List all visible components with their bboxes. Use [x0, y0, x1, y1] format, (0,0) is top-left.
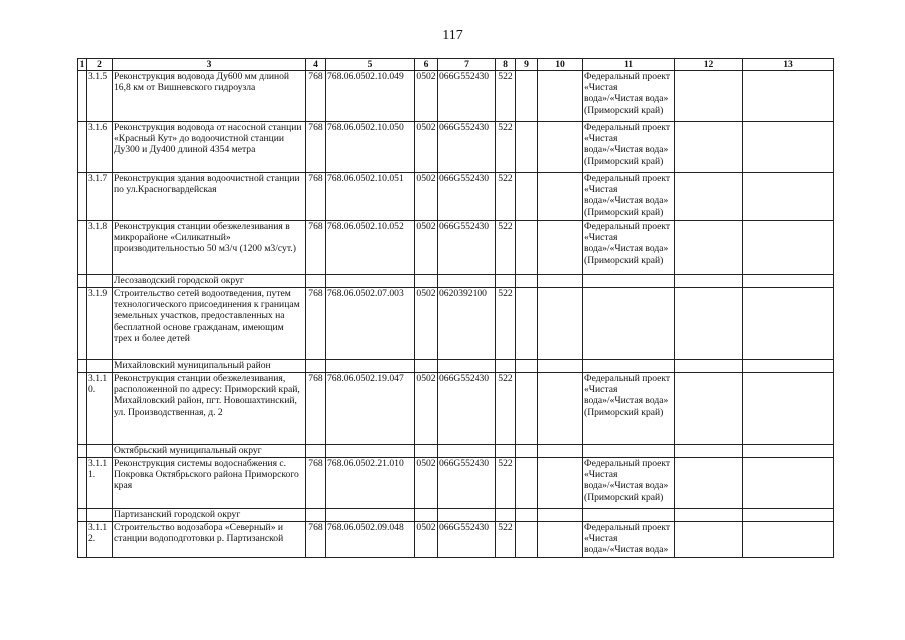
cell-col6	[415, 360, 438, 373]
cell-col9	[516, 221, 538, 275]
cell-col12	[675, 360, 743, 373]
region-name: Октябрьский муниципальный округ	[113, 445, 306, 458]
cell-col13	[743, 275, 834, 288]
cell-program-code: 768.06.0502.10.049	[326, 71, 415, 122]
column-header-7: 7	[438, 59, 496, 71]
cell-col6	[415, 509, 438, 522]
cell-ministry-code: 768	[306, 373, 326, 445]
item-name: Строительство сетей водоотведения, путем технологического присоединения к границам земельных участков, предоставленных на бесплатной основе гражданам, имеющим трех и более детей	[113, 288, 306, 360]
cell-target-code: 066G552430	[438, 458, 496, 509]
cell-col1	[78, 509, 87, 522]
header-row	[78, 59, 834, 71]
column-header-10: 10	[538, 59, 583, 71]
item-code: 3.1.11.	[87, 458, 113, 509]
cell-col1	[78, 360, 87, 373]
page-number: 117	[442, 28, 463, 43]
cell-col2	[87, 509, 113, 522]
cell-col12	[675, 71, 743, 122]
cell-col12	[675, 373, 743, 445]
cell-col13	[743, 173, 834, 221]
region-name: Лесозаводский городской округ	[113, 275, 306, 288]
cell-col1	[78, 122, 87, 173]
item-code: 3.1.9	[87, 288, 113, 360]
cell-expense-type: 522	[496, 288, 516, 360]
cell-col9	[516, 373, 538, 445]
cell-col6	[415, 275, 438, 288]
cell-col9	[516, 173, 538, 221]
cell-col9	[516, 360, 538, 373]
table-row	[78, 373, 834, 445]
cell-col1	[78, 221, 87, 275]
cell-col5	[326, 445, 415, 458]
cell-section-code: 0502	[415, 221, 438, 275]
item-code: 3.1.6	[87, 122, 113, 173]
cell-col8	[496, 445, 516, 458]
item-name: Реконструкция водовода Ду600 мм длиной 16,8 км от Вишневского гидроузла	[113, 71, 306, 122]
cell-col1	[78, 275, 87, 288]
cell-program-code: 768.06.0502.07.003	[326, 288, 415, 360]
cell-col10	[538, 522, 583, 558]
cell-expense-type: 522	[496, 373, 516, 445]
cell-project-name: Федеральный проект «Чистая вода»/«Чистая вода» (Приморский край)	[583, 373, 675, 445]
cell-target-code: 066G552430	[438, 122, 496, 173]
cell-col2	[87, 360, 113, 373]
column-header-5: 5	[326, 59, 415, 71]
column-header-6: 6	[415, 59, 438, 71]
cell-col12	[675, 509, 743, 522]
cell-col5	[326, 275, 415, 288]
cell-col12	[675, 122, 743, 173]
item-code: 3.1.8	[87, 221, 113, 275]
cell-col5	[326, 360, 415, 373]
cell-col2	[87, 445, 113, 458]
cell-col10	[538, 360, 583, 373]
cell-col1	[78, 445, 87, 458]
cell-col12	[675, 221, 743, 275]
cell-col13	[743, 360, 834, 373]
cell-expense-type: 522	[496, 173, 516, 221]
cell-expense-type: 522	[496, 522, 516, 558]
cell-target-code: 066G552430	[438, 522, 496, 558]
cell-col10	[538, 122, 583, 173]
cell-target-code: 0620392100	[438, 288, 496, 360]
cell-program-code: 768.06.0502.10.051	[326, 173, 415, 221]
cell-col1	[78, 458, 87, 509]
cell-col13	[743, 288, 834, 360]
cell-col6	[415, 445, 438, 458]
cell-expense-type: 522	[496, 122, 516, 173]
cell-col4	[306, 360, 326, 373]
cell-col13	[743, 122, 834, 173]
column-header-11: 11	[583, 59, 675, 71]
cell-project-name: Федеральный проект «Чистая вода»/«Чистая вода» (Приморский край)	[583, 173, 675, 221]
cell-project-name: Федеральный проект «Чистая вода»/«Чистая вода»	[583, 522, 675, 558]
region-name: Михайловский муниципальный район	[113, 360, 306, 373]
cell-col10	[538, 71, 583, 122]
table-row	[78, 122, 834, 173]
item-name: Реконструкция водовода от насосной станции «Красный Кут» до водоочистной станции Ду300 и Ду400 длиной 4354 метра	[113, 122, 306, 173]
cell-col10	[538, 509, 583, 522]
region-row	[78, 275, 834, 288]
cell-col8	[496, 360, 516, 373]
cell-col4	[306, 275, 326, 288]
cell-col9	[516, 71, 538, 122]
cell-col9	[516, 509, 538, 522]
cell-expense-type: 522	[496, 71, 516, 122]
cell-col1	[78, 522, 87, 558]
cell-ministry-code: 768	[306, 288, 326, 360]
column-header-3: 3	[113, 59, 306, 71]
cell-col13	[743, 71, 834, 122]
column-header-12: 12	[675, 59, 743, 71]
cell-col9	[516, 522, 538, 558]
cell-col11	[583, 360, 675, 373]
cell-col4	[306, 445, 326, 458]
cell-col9	[516, 288, 538, 360]
cell-ministry-code: 768	[306, 173, 326, 221]
table-row	[78, 221, 834, 275]
cell-col8	[496, 509, 516, 522]
cell-project-name: Федеральный проект «Чистая вода»/«Чистая вода» (Приморский край)	[583, 71, 675, 122]
table-body	[78, 71, 834, 558]
cell-target-code: 066G552430	[438, 71, 496, 122]
table-row	[78, 71, 834, 122]
cell-col12	[675, 522, 743, 558]
cell-col12	[675, 275, 743, 288]
cell-expense-type: 522	[496, 221, 516, 275]
item-name: Реконструкция здания водоочистной станции по ул.Красногвардейская	[113, 173, 306, 221]
cell-section-code: 0502	[415, 122, 438, 173]
cell-col9	[516, 458, 538, 509]
cell-col9	[516, 275, 538, 288]
region-row	[78, 445, 834, 458]
cell-target-code: 066G552430	[438, 373, 496, 445]
cell-ministry-code: 768	[306, 71, 326, 122]
cell-col12	[675, 458, 743, 509]
cell-col10	[538, 373, 583, 445]
cell-col4	[306, 509, 326, 522]
cell-col13	[743, 221, 834, 275]
cell-col11	[583, 445, 675, 458]
region-name: Партизанский городской округ	[113, 509, 306, 522]
cell-col13	[743, 445, 834, 458]
cell-col10	[538, 458, 583, 509]
cell-col9	[516, 445, 538, 458]
item-name: Реконструкция станции обезжелезивания в микрорайоне «Силикатный» производительностью 50 м3/ч (1200 м3/сут.)	[113, 221, 306, 275]
cell-col12	[675, 445, 743, 458]
cell-col7	[438, 360, 496, 373]
column-header-13: 13	[743, 59, 834, 71]
cell-section-code: 0502	[415, 458, 438, 509]
cell-project-name: Федеральный проект «Чистая вода»/«Чистая вода» (Приморский край)	[583, 458, 675, 509]
cell-project-name: Федеральный проект «Чистая вода»/«Чистая вода» (Приморский край)	[583, 221, 675, 275]
table-row	[78, 458, 834, 509]
item-code: 3.1.5	[87, 71, 113, 122]
item-code: 3.1.10.	[87, 373, 113, 445]
budget-table	[77, 58, 834, 558]
column-header-1: 1	[78, 59, 87, 71]
cell-program-code: 768.06.0502.19.047	[326, 373, 415, 445]
cell-section-code: 0502	[415, 522, 438, 558]
cell-ministry-code: 768	[306, 522, 326, 558]
cell-project-name: Федеральный проект «Чистая вода»/«Чистая вода» (Приморский край)	[583, 122, 675, 173]
cell-expense-type: 522	[496, 458, 516, 509]
cell-col9	[516, 122, 538, 173]
cell-col12	[675, 173, 743, 221]
item-name: Реконструкция системы водоснабжения с. Покровка Октябрьского района Приморского края	[113, 458, 306, 509]
cell-col1	[78, 173, 87, 221]
cell-program-code: 768.06.0502.10.050	[326, 122, 415, 173]
item-name: Строительство водозабора «Северный» и станции водоподготовки р. Партизанской	[113, 522, 306, 558]
table-row	[78, 173, 834, 221]
column-header-4: 4	[306, 59, 326, 71]
cell-col12	[675, 288, 743, 360]
cell-col10	[538, 445, 583, 458]
cell-col1	[78, 71, 87, 122]
table-row	[78, 522, 834, 558]
cell-section-code: 0502	[415, 288, 438, 360]
cell-col13	[743, 373, 834, 445]
column-header-2: 2	[87, 59, 113, 71]
cell-project-name	[583, 288, 675, 360]
cell-col7	[438, 445, 496, 458]
cell-ministry-code: 768	[306, 122, 326, 173]
cell-col13	[743, 509, 834, 522]
cell-section-code: 0502	[415, 173, 438, 221]
cell-col13	[743, 522, 834, 558]
column-header-9: 9	[516, 59, 538, 71]
cell-target-code: 066G552430	[438, 221, 496, 275]
cell-col11	[583, 509, 675, 522]
item-code: 3.1.12.	[87, 522, 113, 558]
table-row	[78, 288, 834, 360]
cell-target-code: 066G552430	[438, 173, 496, 221]
cell-col2	[87, 275, 113, 288]
cell-col10	[538, 288, 583, 360]
cell-col1	[78, 373, 87, 445]
cell-section-code: 0502	[415, 373, 438, 445]
item-name: Реконструкция станции обезжелезивания, расположенной по адресу: Приморский край, Михайловский район, пгт. Новошахтинский, ул. Производственная, д. 2	[113, 373, 306, 445]
cell-section-code: 0502	[415, 71, 438, 122]
cell-col8	[496, 275, 516, 288]
cell-col7	[438, 275, 496, 288]
cell-col10	[538, 173, 583, 221]
cell-ministry-code: 768	[306, 458, 326, 509]
cell-col11	[583, 275, 675, 288]
cell-program-code: 768.06.0502.09.048	[326, 522, 415, 558]
cell-ministry-code: 768	[306, 221, 326, 275]
cell-col13	[743, 458, 834, 509]
cell-program-code: 768.06.0502.10.052	[326, 221, 415, 275]
cell-col10	[538, 221, 583, 275]
column-header-8: 8	[496, 59, 516, 71]
cell-col5	[326, 509, 415, 522]
cell-col10	[538, 275, 583, 288]
cell-col7	[438, 509, 496, 522]
cell-program-code: 768.06.0502.21.010	[326, 458, 415, 509]
region-row	[78, 360, 834, 373]
region-row	[78, 509, 834, 522]
item-code: 3.1.7	[87, 173, 113, 221]
cell-col1	[78, 288, 87, 360]
